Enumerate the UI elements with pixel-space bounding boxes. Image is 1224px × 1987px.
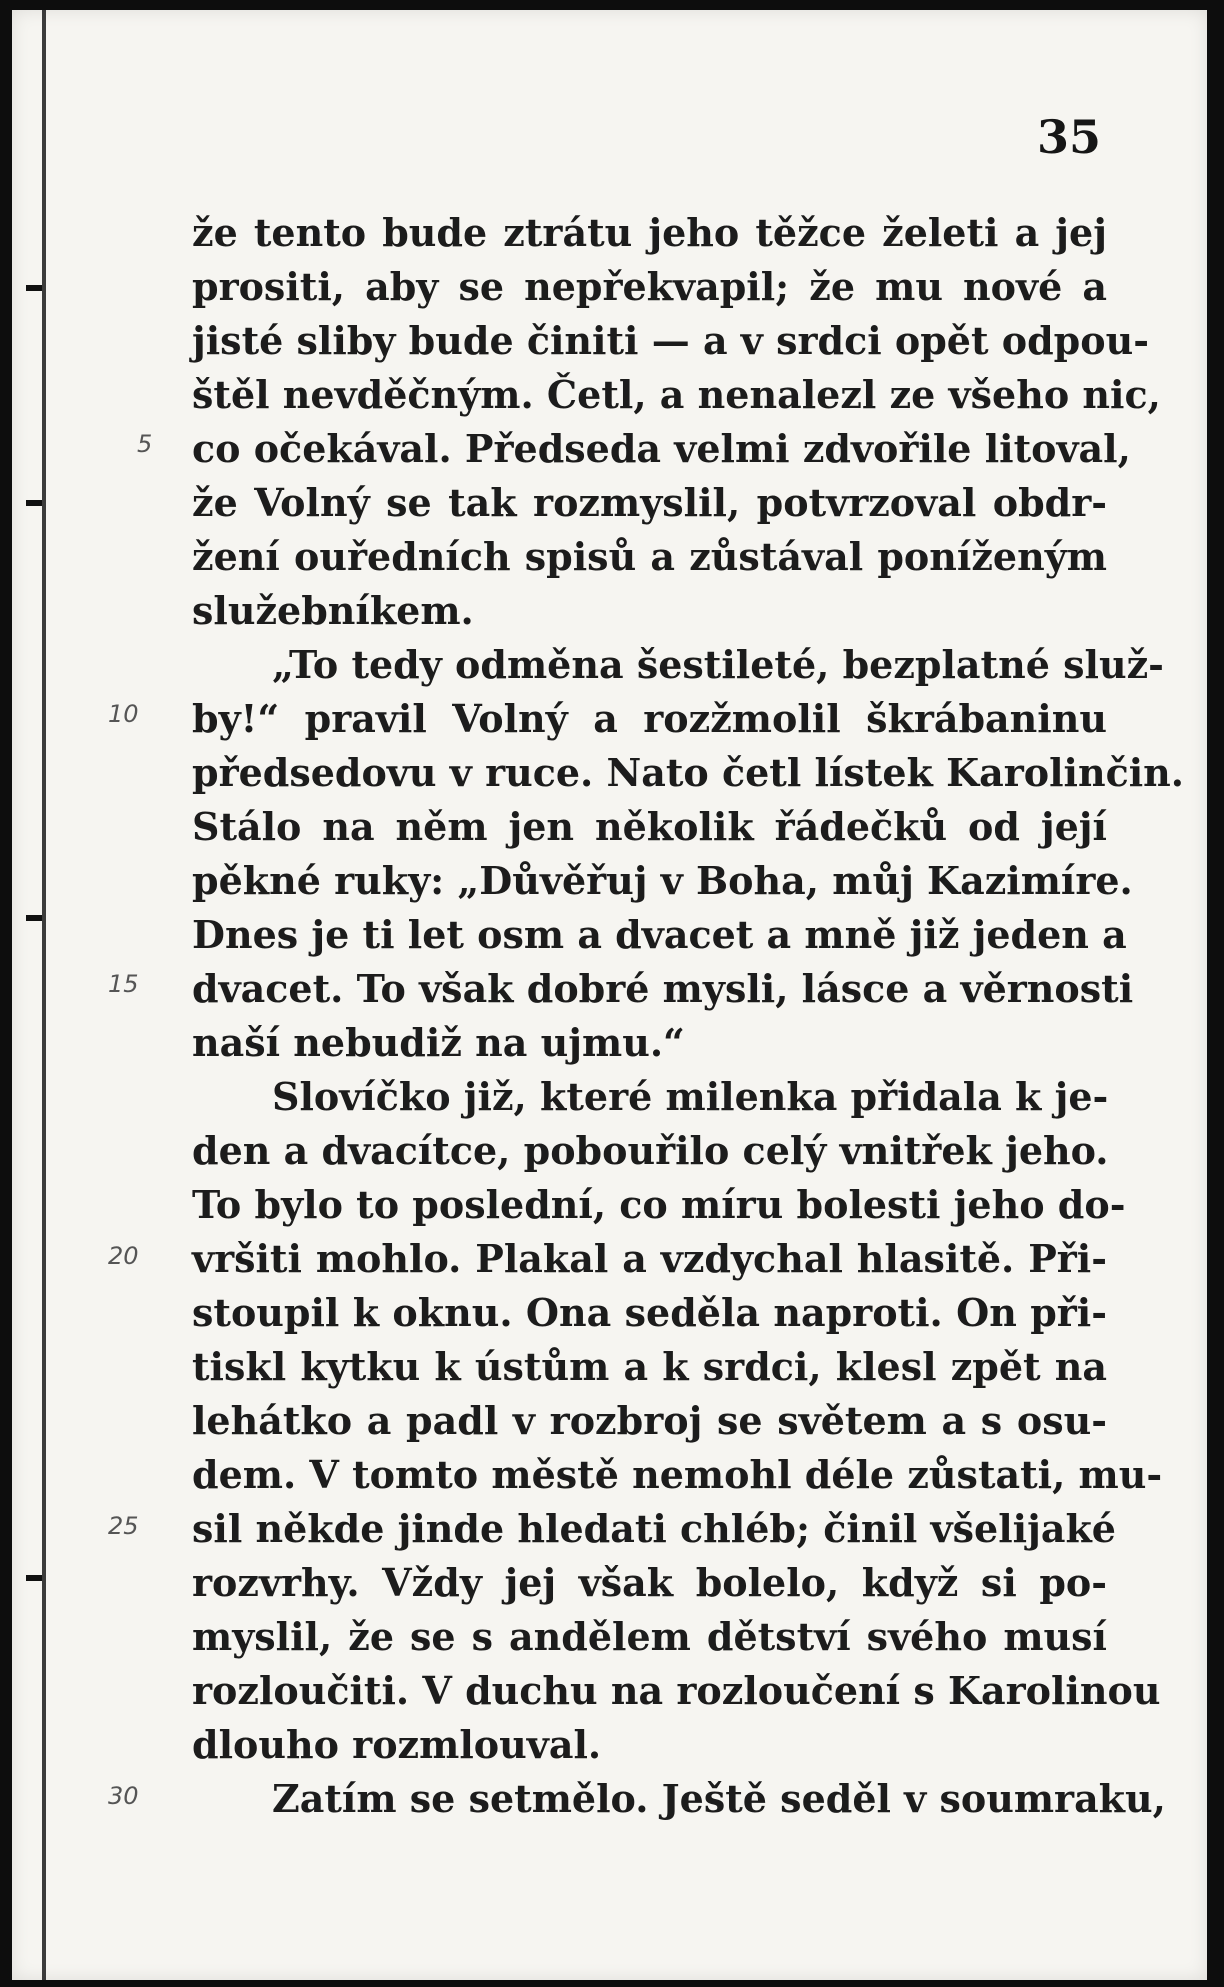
page-number: 35 — [1037, 110, 1102, 164]
margin-line-number: 25 — [108, 1512, 139, 1540]
text-line: prositi, aby se nepřekvapil; že mu nové a — [192, 264, 1107, 309]
text-line: dlouho rozmlouval. — [192, 1722, 602, 1767]
text-line: naší nebudiž na ujmu.“ — [192, 1020, 685, 1065]
text-line: by!“ pravil Volný a rozžmolil škrábaninu — [192, 696, 1107, 741]
page-gutter-shadow — [42, 10, 46, 1980]
text-line: stoupil k oknu. Ona seděla naproti. On při- — [192, 1290, 1107, 1335]
margin-line-number: 10 — [108, 700, 139, 728]
text-line: Slovíčko již, které milenka přidala k je- — [272, 1074, 1109, 1119]
text-line: že tento bude ztrátu jeho těžce želeti a jej — [192, 210, 1107, 255]
text-line: Dnes je ti let osm a dvacet a mně již jeden a — [192, 912, 1127, 957]
text-line: že Volný se tak rozmyslil, potvrzoval obdr- — [192, 480, 1107, 525]
text-line: předsedovu v ruce. Nato četl lístek Karolinčin. — [192, 750, 1185, 795]
text-line: Stálo na něm jen několik řádečků od její — [192, 804, 1107, 849]
text-line: služebníkem. — [192, 588, 474, 633]
text-line: jisté sliby bude činiti — a v srdci opět odpou- — [192, 318, 1149, 363]
text-line: „To tedy odměna šestileté, bezplatné služ- — [272, 642, 1164, 687]
margin-mark — [26, 285, 42, 291]
text-line: dem. V tomto městě nemohl déle zůstati, mu- — [192, 1452, 1163, 1497]
text-line: To bylo to poslední, co míru bolesti jeho do- — [192, 1182, 1126, 1227]
text-line: lehátko a padl v rozbroj se světem a s osu- — [192, 1398, 1107, 1443]
text-line: rozvrhy. Vždy jej však bolelo, když si po- — [192, 1560, 1107, 1605]
text-line: žení ouředních spisů a zůstával poníženým — [192, 534, 1107, 579]
text-line: dvacet. To však dobré mysli, lásce a věrnosti — [192, 966, 1134, 1011]
text-line: myslil, že se s andělem dětství svého musí — [192, 1614, 1107, 1659]
body-text — [192, 206, 1185, 1826]
text-line: tiskl kytku k ústům a k srdci, klesl zpět na — [192, 1344, 1107, 1389]
book-page — [12, 10, 1207, 1980]
text-line: vršiti mohlo. Plakal a vzdychal hlasitě. Při- — [192, 1236, 1107, 1281]
text-line: Zatím se setmělo. Ještě seděl v soumraku, — [272, 1776, 1166, 1821]
text-line: štěl nevděčným. Četl, a nenalezl ze všeho nic, — [192, 372, 1161, 417]
margin-line-number: 20 — [108, 1242, 139, 1270]
margin-mark — [26, 1575, 42, 1581]
text-line: rozloučiti. V duchu na rozloučení s Karolinou — [192, 1668, 1161, 1713]
text-line: pěkné ruky: „Důvěřuj v Boha, můj Kazimíre. — [192, 858, 1133, 903]
text-line: co očekával. Předseda velmi zdvořile litoval, — [192, 426, 1131, 471]
text-line: sil někde jinde hledati chléb; činil všelijaké — [192, 1506, 1116, 1551]
margin-line-number: 30 — [108, 1782, 139, 1810]
margin-line-number: 5 — [137, 430, 153, 458]
margin-mark — [26, 915, 42, 921]
margin-mark — [26, 500, 42, 506]
margin-line-number: 15 — [108, 970, 139, 998]
text-line: den a dvacítce, pobouřilo celý vnitřek jeho. — [192, 1128, 1109, 1173]
